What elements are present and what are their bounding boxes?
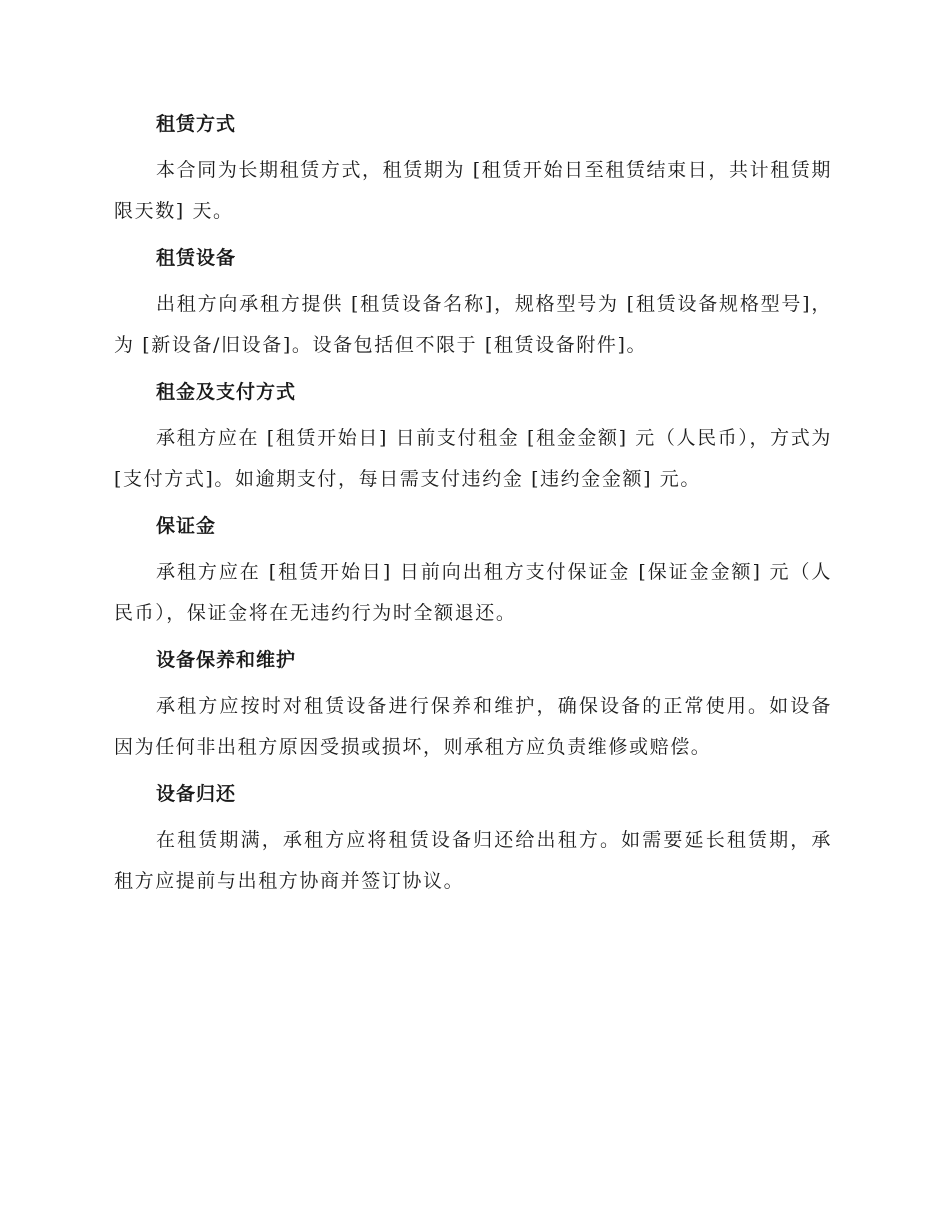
section-return bbox=[114, 774, 832, 902]
section-heading: 租赁方式 bbox=[156, 113, 237, 135]
section-body: 承租方应在 [租赁开始日] 日前向出租方支付保证金 [保证金金额] 元（人民币），保证金将在无违约行为时全额退还。 bbox=[114, 561, 832, 624]
section-heading: 租赁设备 bbox=[156, 247, 237, 269]
section-heading: 设备保养和维护 bbox=[156, 649, 297, 671]
section-heading: 设备归还 bbox=[156, 783, 237, 805]
section-lease-method bbox=[114, 104, 832, 232]
document-content bbox=[114, 104, 832, 908]
section-deposit bbox=[114, 506, 832, 634]
section-body: 承租方应在 [租赁开始日] 日前支付租金 [租金金额] 元（人民币），方式为 [支付方式]。如逾期支付，每日需支付违约金 [违约金金额] 元。 bbox=[114, 427, 832, 490]
section-rent-payment bbox=[114, 372, 832, 500]
section-heading: 保证金 bbox=[156, 515, 217, 537]
section-heading: 租金及支付方式 bbox=[156, 381, 297, 403]
section-body: 本合同为长期租赁方式，租赁期为 [租赁开始日至租赁结束日，共计租赁期限天数] 天。 bbox=[114, 159, 832, 222]
section-maintenance bbox=[114, 640, 832, 768]
section-body: 出租方向承租方提供 [租赁设备名称]，规格型号为 [租赁设备规格型号]，为 [新设备/旧设备]。设备包括但不限于 [租赁设备附件]。 bbox=[114, 293, 832, 356]
section-body: 在租赁期满，承租方应将租赁设备归还给出租方。如需要延长租赁期，承租方应提前与出租方协商并签订协议。 bbox=[114, 829, 832, 892]
section-body: 承租方应按时对租赁设备进行保养和维护，确保设备的正常使用。如设备因为任何非出租方原因受损或损坏，则承租方应负责维修或赔偿。 bbox=[114, 695, 832, 758]
section-lease-equipment bbox=[114, 238, 832, 366]
